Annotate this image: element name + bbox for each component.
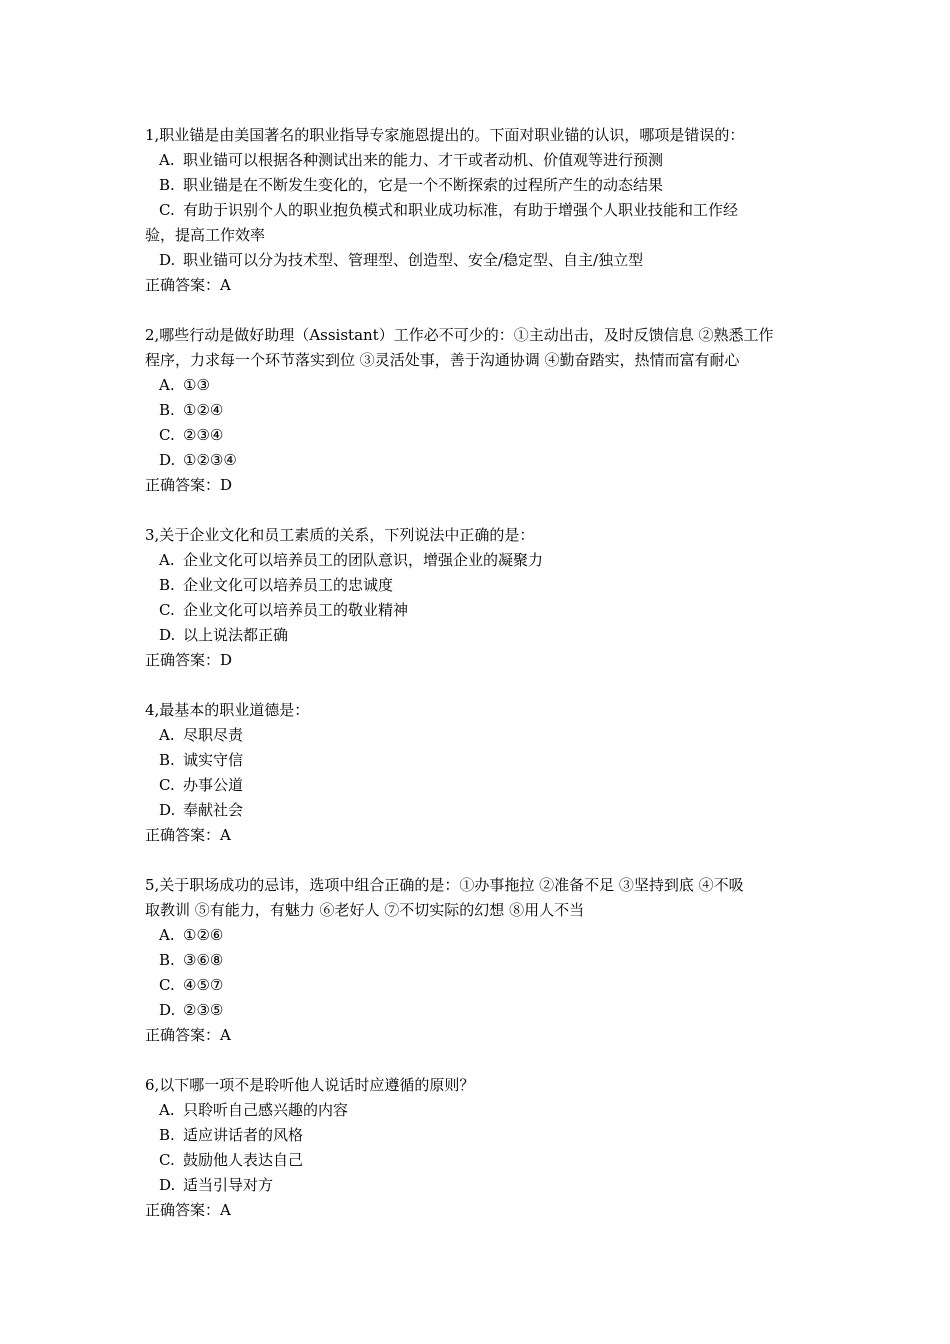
option-text: 奉献社会: [183, 801, 244, 819]
option-letter: C.: [159, 776, 175, 794]
option-text: 诚实守信: [183, 751, 244, 769]
question-stem-line-2: 程序，力求每一个环节落实到位 ③灵活处事，善于沟通协调 ④勤奋踏实，热情而富有耐心: [145, 351, 740, 369]
option-text: ①②④: [183, 401, 224, 419]
question-4: [145, 698, 810, 848]
option-b: [145, 748, 810, 773]
document-page: [145, 123, 810, 1248]
option-c: [145, 598, 810, 623]
option-d: [145, 798, 810, 823]
option-text: ②③④: [183, 426, 224, 444]
option-a: [145, 923, 810, 948]
option-c: [145, 198, 810, 223]
option-letter: A.: [159, 726, 175, 744]
option-d: [145, 1173, 810, 1198]
option-letter: C.: [159, 201, 175, 219]
option-b: [145, 1123, 810, 1148]
option-d: [145, 998, 810, 1023]
option-a: [145, 548, 810, 573]
correct-answer: 正确答案：A: [145, 276, 231, 294]
question-3: [145, 523, 810, 673]
question-1: [145, 123, 810, 298]
option-letter: B.: [159, 751, 175, 769]
option-b: [145, 948, 810, 973]
option-text: 尽职尽责: [183, 726, 244, 744]
option-text: 适应讲话者的风格: [183, 1126, 304, 1144]
correct-answer: 正确答案：A: [145, 826, 231, 844]
correct-answer: 正确答案：D: [145, 651, 233, 669]
option-letter: A.: [159, 1101, 175, 1119]
correct-answer: 正确答案：A: [145, 1201, 231, 1219]
option-text: ①②⑥: [183, 926, 224, 944]
question-stem-line-2: 取教训 ⑤有能力，有魅力 ⑥老好人 ⑦不切实际的幻想 ⑧用人不当: [145, 901, 585, 919]
option-text: 职业锚是在不断发生变化的，它是一个不断探索的过程所产生的动态结果: [183, 176, 664, 194]
option-text: 鼓励他人表达自己: [183, 1151, 304, 1169]
option-a: [145, 148, 810, 173]
option-text: ②③⑤: [183, 1001, 224, 1019]
option-b: [145, 173, 810, 198]
option-b: [145, 398, 810, 423]
option-text: 企业文化可以培养员工的忠诚度: [183, 576, 394, 594]
option-text: 职业锚可以根据各种测试出来的能力、才干或者动机、价值观等进行预测: [183, 151, 664, 169]
option-d: [145, 448, 810, 473]
option-letter: D.: [159, 451, 176, 469]
option-letter: B.: [159, 1126, 175, 1144]
option-b: [145, 573, 810, 598]
option-a: [145, 1098, 810, 1123]
option-letter: B.: [159, 176, 175, 194]
option-text: ①②③④: [183, 451, 237, 469]
option-c: [145, 1148, 810, 1173]
option-letter: A.: [159, 376, 175, 394]
question-stem: 4,最基本的职业道德是：: [145, 701, 310, 719]
question-6: [145, 1073, 810, 1223]
option-letter: D.: [159, 1001, 176, 1019]
option-letter: B.: [159, 576, 175, 594]
option-letter: D.: [159, 1176, 176, 1194]
option-c: [145, 773, 810, 798]
question-stem-line-1: 5,关于职场成功的忌讳，选项中组合正确的是：①办事拖拉 ②准备不足 ③坚持到底 ④不吸: [145, 876, 744, 894]
option-letter: C.: [159, 976, 175, 994]
option-letter: A.: [159, 551, 175, 569]
option-letter: C.: [159, 426, 175, 444]
option-text: 办事公道: [183, 776, 244, 794]
question-stem: 3,关于企业文化和员工素质的关系，下列说法中正确的是：: [145, 526, 535, 544]
option-letter: B.: [159, 951, 175, 969]
option-letter: B.: [159, 401, 175, 419]
option-letter: A.: [159, 926, 175, 944]
option-text: ④⑤⑦: [183, 976, 224, 994]
option-letter: D.: [159, 251, 176, 269]
option-c: [145, 973, 810, 998]
option-text: 职业锚可以分为技术型、管理型、创造型、安全/稳定型、自主/独立型: [183, 251, 644, 269]
option-c-continuation: 验，提高工作效率: [145, 226, 266, 244]
option-text: 适当引导对方: [183, 1176, 274, 1194]
option-letter: A.: [159, 151, 175, 169]
question-5: [145, 873, 810, 1048]
option-d: [145, 623, 810, 648]
option-text: 企业文化可以培养员工的敬业精神: [183, 601, 409, 619]
option-text: 以上说法都正确: [183, 626, 289, 644]
correct-answer: 正确答案：D: [145, 476, 233, 494]
option-a: [145, 373, 810, 398]
option-letter: D.: [159, 801, 176, 819]
option-text: ①③: [183, 376, 210, 394]
question-stem-line-1: 2,哪些行动是做好助理（Assistant）工作必不可少的：①主动出击，及时反馈信息 ②熟悉工作: [145, 326, 774, 344]
option-letter: C.: [159, 601, 175, 619]
option-letter: D.: [159, 626, 176, 644]
question-stem: 6,以下哪一项不是聆听他人说话时应遵循的原则？: [145, 1076, 475, 1094]
question-stem: 1,职业锚是由美国著名的职业指导专家施恩提出的。下面对职业锚的认识，哪项是错误的：: [145, 126, 745, 144]
option-text: 只聆听自己感兴趣的内容: [183, 1101, 349, 1119]
question-2: [145, 323, 810, 498]
option-text: 有助于识别个人的职业抱负模式和职业成功标准，有助于增强个人职业技能和工作经: [183, 201, 739, 219]
option-c: [145, 423, 810, 448]
option-d: [145, 248, 810, 273]
option-a: [145, 723, 810, 748]
correct-answer: 正确答案：A: [145, 1026, 231, 1044]
option-letter: C.: [159, 1151, 175, 1169]
option-text: 企业文化可以培养员工的团队意识，增强企业的凝聚力: [183, 551, 544, 569]
option-text: ③⑥⑧: [183, 951, 224, 969]
